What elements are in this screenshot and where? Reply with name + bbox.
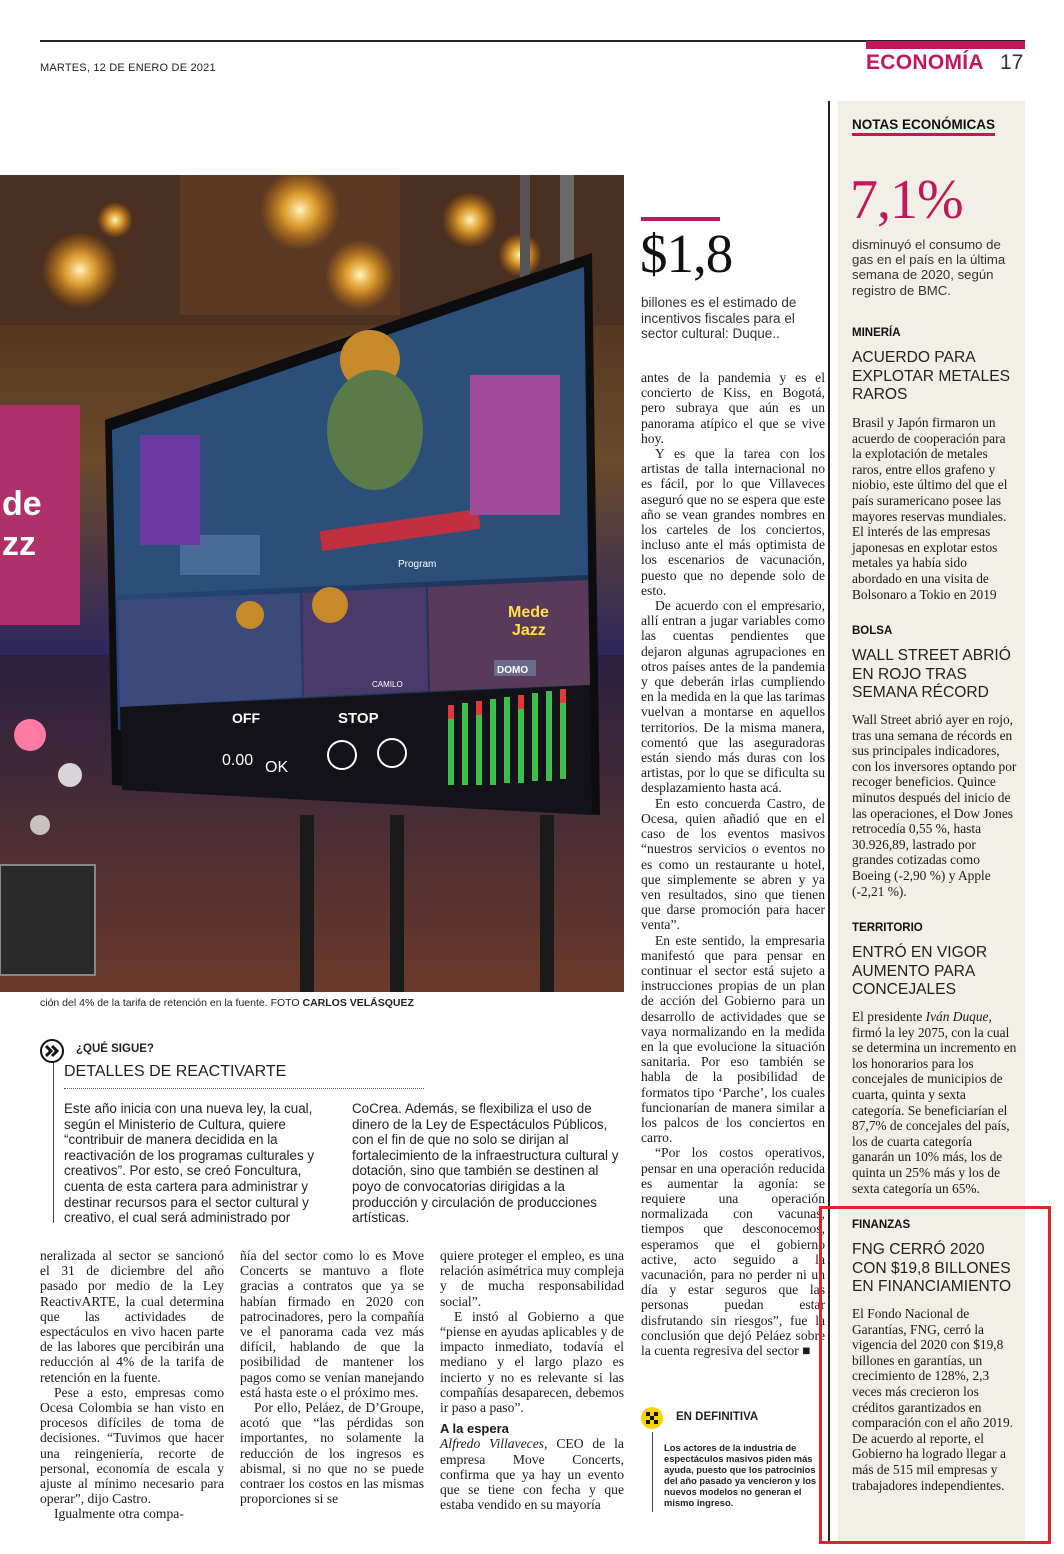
en-definitiva-text: Los actores de la industria de espectáculos masivos piden más ayuda, puesto que los patrocinios del año pasado ya vencieron y los nuevos modelos no generan el mismo ingreso. bbox=[664, 1442, 817, 1508]
dotted-divider bbox=[64, 1088, 424, 1089]
paragraph bbox=[440, 1436, 624, 1512]
paragraph: E instó al Gobierno a que “piense en ayudas aplicables y de impacto inmediato, todavía el mediano y el largo plazo es incierto y no es relevante si las compañías desaparecen, debemos ir paso a paso”. bbox=[440, 1308, 624, 1416]
sidebar-category: FINANZAS bbox=[852, 1219, 911, 1231]
paragraph: neralizada al sector se sancionó el 31 de diciembre del año pasado por medio de la Ley ReactivARTE, la cual determina que las actividades de espectáculos en vivo hacen parte de las labores que percibirán una reducción al 4% de la tarifa de retención en la fuente. bbox=[40, 1248, 224, 1385]
paragraph: En este sentido, la empresaria manifestó que para pensar en continuar el sector está sujeto a instrucciones propias de un plan de acción del Gobierno para un desarrollo de actividades que se vaya normalizando en la medida en la que evolucione la situación sanitaria. Por eso también se habla de la posibilidad de formatos tipo ‘Parche’, los cuales funcionarían de manera similar a los palcos de los conciertos en carro. bbox=[641, 932, 825, 1146]
photo-credit: CARLOS VELÁSQUEZ bbox=[302, 997, 414, 1009]
text-lead: El presidente bbox=[852, 1009, 923, 1024]
sidebar-text: Wall Street abrió ayer en rojo, tras una semana de récords en sus principales indicadores, con los inversores optando por recoger beneficios. Quince minutos después del inicio de las operaciones, el Dow Jones retrocedía 0,55 %, hasta 30.926,89, lastrado por grandes cotizadas como Boeing (-2,90 %) y Apple (-2,21 %). bbox=[852, 712, 1017, 899]
issue-date: MARTES, 12 DE ENERO DE 2021 bbox=[40, 62, 216, 74]
sidebar-text bbox=[852, 1009, 1017, 1196]
text-body: firmó la ley 2075, con la cual se determina un incremento en los honorarios para los concejales de municipios de cuarta, quinta y sexta categoría. Se beneficiarían el 87,7% de concejales del país, los de cuarta categoría ganarán un 10% más, los de quinta un 25% más y los de sexta categoría un 65%. bbox=[852, 1024, 1017, 1196]
photo-caption bbox=[40, 997, 414, 1009]
sidebar-category: TERRITORIO bbox=[852, 922, 923, 934]
sidebar-headline: ACUERDO PARA EXPLOTAR METALES RAROS bbox=[852, 349, 1011, 403]
screen-label-zero: 0.00 bbox=[222, 752, 254, 769]
sidebar-headline: FNG CERRÓ 2020 CON $19,8 BILLONES EN FINANCIAMIENTO bbox=[852, 1241, 1012, 1295]
svg-text:zz: zz bbox=[2, 525, 36, 563]
sidebar-text: Brasil y Japón firmaron un acuerdo de cooperación para la explotación de metales raros, entre ellos grafeno y niobio, este último del que el país suramericano posee las mayores reservas mundiales. El interés de las empresas japonesas en explotar estos metales ya había sido abordado en una visita de Bolsonaro a Tokio en 2019 bbox=[852, 415, 1008, 602]
paragraph: Igualmente otra compa- bbox=[54, 1506, 184, 1522]
paragraph-text: CEO de la empresa Move Concerts, confirma que ya hay un evento que se tiene con fecha y que estaba vendido en su mayoría bbox=[440, 1436, 624, 1513]
en-definitiva-rule bbox=[652, 1432, 653, 1512]
que-sigue-title: DETALLES DE REACTIVARTE bbox=[64, 1063, 287, 1080]
paragraph: De acuerdo con el empresario, allí entran a jugar variables como las cuentas pendientes que dejaron algunas agrupaciones en otros países antes de la pandemia y que deberán irlas cumpliendo en la medida en la que las tarimas vuelvan a montarse en aquellos territorios. De la misma manera, comentó que las aseguradoras están siendo más duras con los artistas, por lo que se dificulta su desplazamiento hasta acá. bbox=[641, 598, 825, 796]
paragraph: quiere proteger el empleo, es una relación asimétrica muy compleja y de mucha responsabilidad social”. bbox=[440, 1248, 624, 1309]
que-sigue-text-2: CoCrea. Además, se flexibiliza el uso de dinero de la Ley de Espectáculos Públicos, con el fin de que no solo se dirijan al fortalecimiento de la infraestructura cultural y dotación, sino que también se destinen al poyo de convocatorias dirigidas a la producción y circulación de producciones artísticas. bbox=[352, 1101, 619, 1226]
checkered-icon bbox=[640, 1406, 664, 1430]
screen-label-off: OFF bbox=[232, 710, 260, 726]
paragraph: Por ello, Peláez, de D’Groupe, acotó que “las pérdidas son importantes, no solamente la reducción de los ingresos es abismal, si no que no se puede contraer los costos en las mismas proporciones si se bbox=[240, 1400, 424, 1507]
concert-photo bbox=[0, 175, 624, 992]
screen-label-camilo: CAMILO bbox=[372, 680, 403, 689]
paragraph: ñía del sector como lo es Move Concerts se mantuvo a flote gracias a contratos que ya se habían firmado en 2020 con patrocinadores, pero la compañía ve el panorama cada vez más difícil, hablando de que la posibilidad de mantener los pagos como se venían manejando está hasta este o el próximo mes. bbox=[240, 1248, 424, 1400]
sidebar-big-number: 7,1% bbox=[850, 169, 963, 231]
page-number: 17 bbox=[1000, 51, 1024, 74]
sidebar-headline: WALL STREET ABRIÓ EN ROJO TRAS SEMANA RÉCORD bbox=[852, 647, 1011, 701]
article-column-3 bbox=[440, 1248, 624, 1512]
subheading: A la espera bbox=[440, 1421, 509, 1437]
screen-label-domo: DOMO bbox=[497, 665, 529, 676]
caption-text: ción del 4% de la tarifa de retención en la fuente. bbox=[40, 997, 268, 1009]
sidebar-big-text: disminuyó el consumo de gas en el país en la última semana de 2020, según registro de BMC. bbox=[852, 237, 1006, 298]
screen-label-ok: OK bbox=[265, 759, 289, 776]
highlight-box bbox=[819, 1206, 1051, 1544]
person-name: Alfredo Villaveces, bbox=[440, 1436, 548, 1452]
paragraph: Pese a esto, empresas como Ocesa Colombia se han visto en procesos difíciles de toma de decisiones. “Tuvimos que hacer una reingeniería, recorte de personal, economía de escala y ajuste al mínimo necesario para operar”, dijo Castro. bbox=[40, 1384, 224, 1507]
sidebar-category: BOLSA bbox=[852, 625, 893, 637]
photo-credit-prefix: FOTO bbox=[270, 997, 300, 1009]
que-sigue-rule bbox=[53, 1063, 54, 1223]
section-name: ECONOMÍA bbox=[866, 51, 984, 74]
svg-text:Jazz: Jazz bbox=[512, 622, 546, 639]
article-column-right bbox=[641, 370, 825, 1358]
screen-label-program: Program bbox=[398, 559, 437, 570]
que-sigue-label: ¿QUÉ SIGUE? bbox=[76, 1043, 154, 1055]
sidebar-category: MINERÍA bbox=[852, 327, 901, 339]
que-sigue-text-1: Este año inicia con una nueva ley, la cual, según el Ministerio de Cultura, quiere “contribuir de manera decidida en la reactivación de los programas culturales y creativos”. Por esto, se creó Foncultura, cuenta de esta cartera para administrar y destinar recursos para el sector cultural y creativo, el cual será administrado por bbox=[64, 1101, 315, 1226]
article-column-1 bbox=[40, 1248, 224, 1522]
paragraph: Y es que la tarea con los artistas de talla internacional no es fácil, por lo que Villaveces aseguró que no se espera que este año se vean grandes nombres en los carteles de los conciertos, incluso ante el más optimista de los escenarios de vacunación, puesto que no depende solo de esto. bbox=[641, 446, 825, 598]
paragraph: antes de la pandemia y es el concierto de Kiss, en Bogotá, pero subraya que aún es un panorama atípico el que se vive hoy. bbox=[641, 370, 825, 446]
paragraph: “Por los costos operativos, pensar en una operación reducida es aumentar la agonía: se requiere una operación normalizada con vacunas, tiempos que desconocemos, esperamos que el gobierno active, acto seguido a la vacunación, para no perder ni un día y estar seguros que las personas puedan estar disfrutando sin riesgos”, fue la conclusión que dejó Peláez sobre la cuenta regresiva del sector ■ bbox=[641, 1145, 825, 1358]
stat-accent-rule bbox=[641, 217, 720, 221]
sidebar-headline: ENTRÓ EN VIGOR AUMENTO PARA CONCEJALES bbox=[852, 944, 988, 998]
stat-value: $1,8 bbox=[640, 223, 733, 284]
sidebar-text: El Fondo Nacional de Garantías, FNG, cerró la vigencia del 2020 con $19,8 billones en garantías, un crecimiento de 128%, 2,3 veces más crecieron los créditos garantizados en comparación con el año 2019. De acuerdo al reporte, el Gobierno ha logrado llegar a más de 515 mil empresas y trabajadores independientes. bbox=[852, 1306, 1014, 1493]
screen-label-stop: STOP bbox=[338, 710, 379, 727]
article-column-2 bbox=[240, 1248, 424, 1506]
svg-text:Mede: Mede bbox=[508, 604, 549, 621]
section-accent-bar bbox=[866, 41, 1025, 49]
en-definitiva-label: EN DEFINITIVA bbox=[676, 1411, 759, 1423]
double-chevron-icon bbox=[40, 1039, 64, 1063]
person-name: Iván Duque, bbox=[925, 1009, 992, 1024]
paragraph: En esto concuerda Castro, de Ocesa, quien añadió que en el caso de los eventos masivos “nuestros servicios o eventos no es como un restaurante u hotel, que simplemente se abren y ya ven resultados, sino que tienen que darse promoción para hacer venta”. bbox=[641, 795, 825, 933]
svg-text:de: de bbox=[2, 485, 42, 523]
stat-text: billones es el estimado de incentivos fiscales para el sector cultural: Duque.. bbox=[641, 295, 797, 341]
sidebar-title: NOTAS ECONÓMICAS bbox=[852, 117, 995, 136]
